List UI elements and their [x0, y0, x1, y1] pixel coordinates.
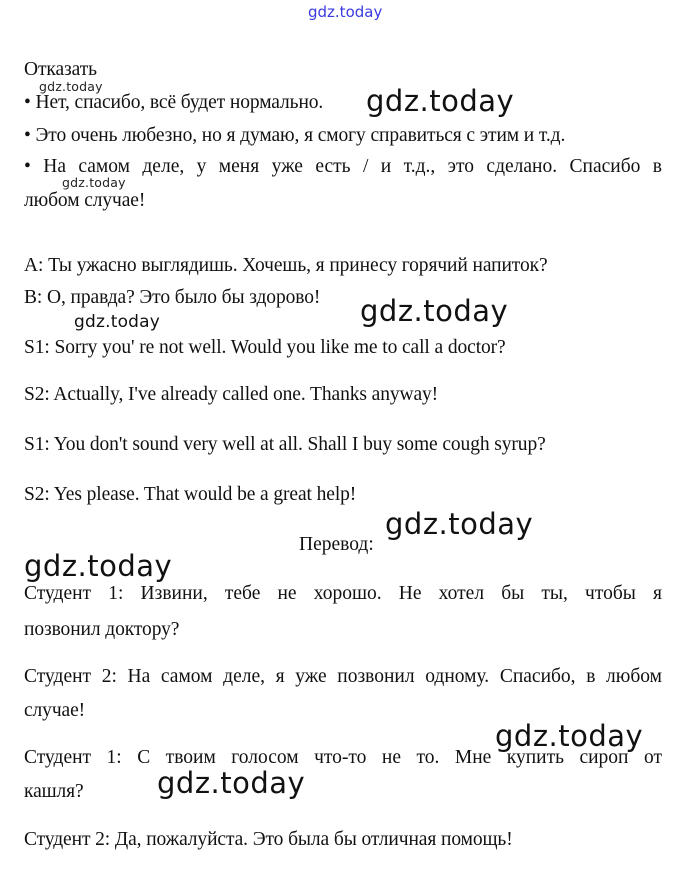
section-heading: Отказать [24, 59, 97, 80]
translation-1-line-2: позвонил доктору? [24, 619, 180, 640]
watermark-mid-1: gdz.today [74, 312, 161, 332]
dialogue-s1-line-2: S1: You don't sound very well at all. Shall I buy some cough syrup? [24, 434, 546, 455]
watermark-top: gdz.today [308, 3, 383, 21]
watermark-small-1: gdz.today [39, 79, 103, 94]
watermark-big-3: gdz.today [385, 507, 534, 541]
translation-2-line-1: Студент 2: На самом деле, я уже позвонил одному. Спасибо, в любом [24, 666, 662, 687]
watermark-big-6: gdz.today [157, 766, 306, 800]
watermark-big-1: gdz.today [366, 84, 515, 118]
bullet-item-3: • На самом деле, у меня уже есть / и т.д., это сделано. Спасибо в [24, 156, 662, 177]
dialogue-s2-line-2: S2: Yes please. That would be a great help! [24, 484, 357, 505]
dialogue-line-a: А: Ты ужасно выглядишь. Хочешь, я принесу горячий напиток? [24, 255, 548, 276]
translation-2-line-2: случае! [24, 700, 86, 721]
dialogue-s2-line-1: S2: Actually, I've already called one. Thanks anyway! [24, 384, 439, 405]
bullet-item-3-cont: любом случае! [24, 190, 146, 211]
watermark-big-2: gdz.today [360, 294, 509, 328]
watermark-big-4: gdz.today [24, 549, 173, 583]
bullet-item-1: • Нет, спасибо, всё будет нормально. [24, 92, 324, 113]
dialogue-line-b: В: О, правда? Это было бы здорово! [24, 287, 321, 308]
translation-1-line-1: Студент 1: Извини, тебе не хорошо. Не хотел бы ты, чтобы я [24, 583, 662, 604]
bullet-item-2: • Это очень любезно, но я думаю, я смогу справиться с этим и т.д. [24, 125, 566, 146]
translation-4-line-1: Студент 2: Да, пожалуйста. Это была бы отличная помощь! [24, 829, 513, 850]
dialogue-s1-line-1: S1: Sorry you' re not well. Would you like me to call a doctor? [24, 337, 506, 358]
watermark-small-2: gdz.today [62, 175, 126, 190]
translation-label: Перевод: [299, 534, 374, 555]
watermark-big-5: gdz.today [495, 719, 644, 753]
translation-3-line-2: кашля? [24, 781, 84, 802]
translation-3-line-1: Студент 1: С твоим голосом что-то не то. Мне купить сироп от [24, 747, 662, 768]
